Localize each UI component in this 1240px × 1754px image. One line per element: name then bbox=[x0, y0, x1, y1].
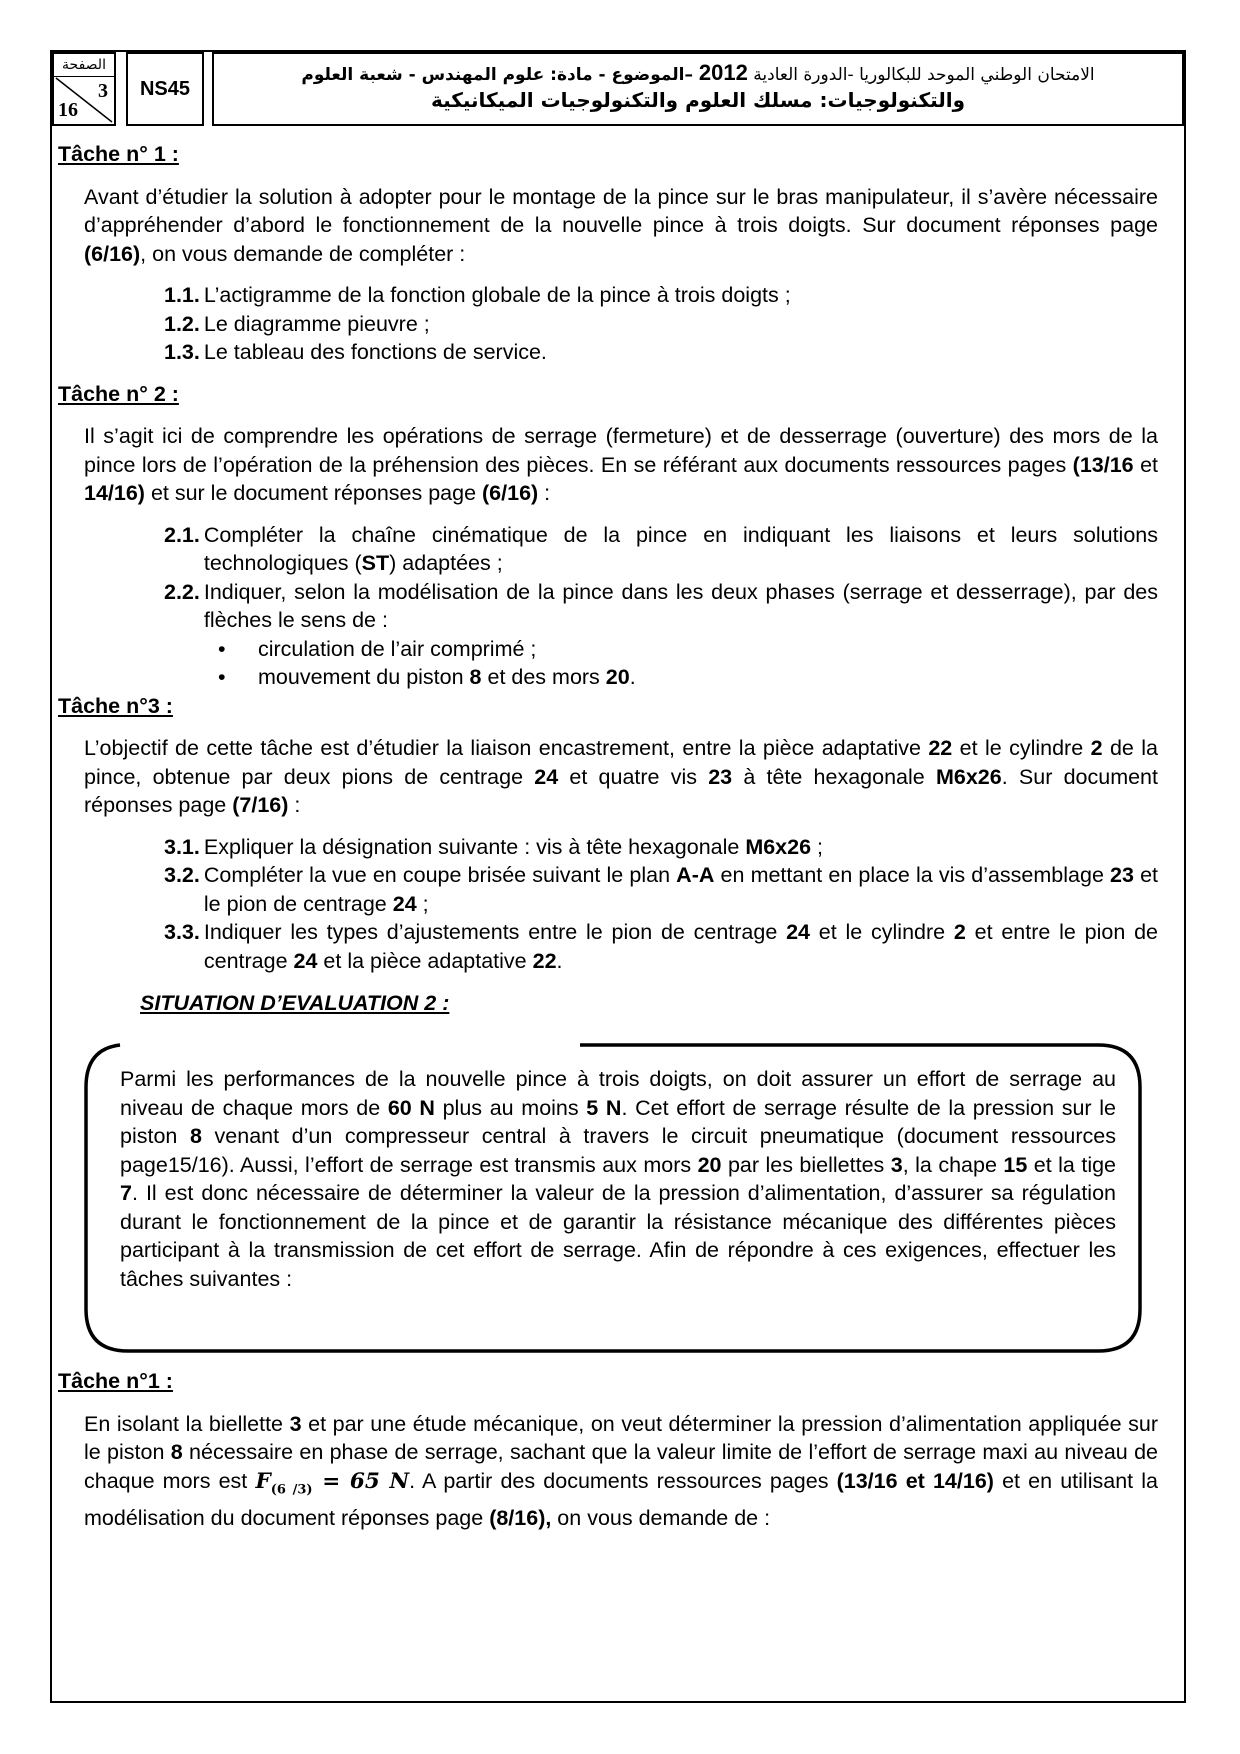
exam-title-line1-a: الامتحان الوطني الموحد للبكالوريا -الدورة العادية bbox=[747, 65, 1095, 85]
situation-2-box bbox=[80, 1039, 1146, 1311]
item-text: Le tableau des fonctions de service. bbox=[203, 340, 547, 364]
text-run: ; bbox=[811, 834, 824, 859]
text-run: Expliquer la désignation suivante : vis à tête hexagonale bbox=[203, 834, 746, 859]
exam-header bbox=[52, 52, 1184, 128]
formula-symbol: F bbox=[255, 1468, 271, 1494]
text-run: : bbox=[538, 481, 551, 505]
text-run: et par une étude mécanique, on veut déterminer la pression d’alimentation appliquée sur le piston bbox=[84, 1411, 1158, 1464]
task-1-intro-ref: (6/16) bbox=[84, 241, 141, 266]
text-run: et le pion de centrage bbox=[203, 863, 1159, 916]
text-run: et le cylindre bbox=[952, 736, 1091, 760]
text-run-bold: 7 bbox=[120, 1181, 132, 1205]
page-number-box bbox=[52, 52, 116, 126]
exam-title bbox=[212, 52, 1184, 126]
text-run: et la tige bbox=[1027, 1152, 1117, 1177]
item-text bbox=[204, 833, 1158, 862]
page-label: الصفحة bbox=[54, 54, 114, 77]
formula-subscript: (6 /3) bbox=[270, 1481, 313, 1497]
text-run: par les biellettes bbox=[721, 1152, 891, 1177]
text-run-bold: 2 bbox=[1090, 736, 1103, 760]
list-item bbox=[164, 338, 1158, 367]
text-run: plus au moins bbox=[434, 1095, 587, 1120]
task-1-intro-b: , on vous demande de compléter : bbox=[140, 241, 466, 266]
list-item bbox=[164, 861, 1158, 918]
item-number: 1.1. bbox=[164, 283, 200, 307]
text-run: nécessaire en phase de serrage, sachant que la valeur limite de l’effort de serrage maxi au niveau de chaque mors est bbox=[84, 1440, 1158, 1493]
page-number: 3 bbox=[98, 80, 108, 102]
task-1-intro bbox=[84, 183, 1158, 269]
text-run: venant d’un compresseur central à travers le circuit pneumatique (document ressources page15/16). Aussi, l’effort de serrage est transmis aux mors bbox=[120, 1124, 1116, 1177]
item-number: 1.3. bbox=[164, 340, 200, 364]
item-text bbox=[204, 521, 1158, 578]
list-item bbox=[164, 578, 1158, 635]
text-run: En isolant la biellette bbox=[84, 1411, 290, 1436]
situation-2-title: SITUATION D’EVALUATION 2 : bbox=[140, 991, 450, 1015]
item-text: Le diagramme pieuvre ; bbox=[203, 311, 430, 336]
task-1-intro-a: Avant d’étudier la solution à adopter pour le montage de la pince sur le bras manipulateur, il s’avère nécessaire d’appréhender d’abord le fonctionnement de la nouvelle pince à trois doigts. Sur document réponses page bbox=[84, 184, 1158, 237]
item-text: L’actigramme de la fonction globale de la pince à trois doigts ; bbox=[203, 283, 791, 307]
list-item bbox=[164, 521, 1158, 578]
text-run-bold: 14/16) bbox=[84, 481, 145, 505]
task-4-intro bbox=[84, 1410, 1158, 1533]
formula-value: = 65 N bbox=[312, 1468, 410, 1494]
text-run-bold: 8 bbox=[170, 1440, 183, 1464]
text-run-bold: (6/16) bbox=[482, 481, 539, 505]
exam-title-line2: والتكنولوجيات: مسلك العلوم والتكنولوجيات الميكانيكية bbox=[430, 88, 966, 112]
text-run-bold: 3 bbox=[289, 1411, 302, 1436]
text-run-bold: 5 N bbox=[586, 1095, 622, 1120]
item-number: 2.2. bbox=[164, 579, 200, 604]
text-run-bold: 2 bbox=[953, 920, 966, 944]
task-3-title: Tâche n°3 : bbox=[58, 693, 173, 718]
text-run: L’objectif de cette tâche est d’étudier la liaison encastrement, entre la pièce adaptative bbox=[84, 736, 929, 760]
text-run: , la chape bbox=[902, 1152, 1004, 1177]
text-run: Il s’agit ici de comprendre les opérations de serrage (fermeture) et de desserrage (ouverture) des mors de la pince lors de l’opération de la préhension des pièces. En se référant aux documents ressources pages bbox=[84, 424, 1158, 477]
text-run-bold: 60 N bbox=[387, 1095, 435, 1120]
text-run: et le cylindre bbox=[810, 920, 954, 944]
task-4-title: Tâche n°1 : bbox=[58, 1369, 173, 1393]
bullet-item: • circulation de l’air comprimé ; bbox=[258, 635, 1158, 664]
text-run: et la pièce adaptative bbox=[317, 948, 533, 973]
text-run: et sur le document réponses page bbox=[144, 481, 483, 505]
text-run-bold: 20 bbox=[697, 1152, 722, 1177]
text-run: mouvement du piston bbox=[258, 665, 470, 689]
text-run-bold: 24 bbox=[293, 948, 318, 973]
item-number: 1.2. bbox=[164, 311, 200, 336]
text-run-bold: 23 bbox=[708, 764, 733, 789]
list-item bbox=[164, 833, 1158, 862]
item-text bbox=[204, 918, 1158, 975]
text-run: . A partir des documents ressources pages bbox=[409, 1468, 837, 1493]
text-run-bold: (13/16 et 14/16) bbox=[836, 1468, 994, 1493]
task-3-items bbox=[164, 833, 1158, 976]
exam-year: 2012 bbox=[698, 60, 748, 85]
text-run: . Il est donc nécessaire de déterminer la valeur de la pression d’alimentation, d’assurer sa régulation durant le fonctionnement de la pince et de garantir la résistance mécanique des différentes pièces participant à la transmission de cet effort de serrage. Afin de répondre à ces exigences, effectuer les tâches suivantes : bbox=[120, 1181, 1116, 1291]
text-run-bold: M6x26 bbox=[935, 764, 1002, 789]
text-run-bold: 24 bbox=[534, 764, 559, 789]
text-run: Compléter la chaîne cinématique de la pince en indiquant les liaisons et leurs solutions technologiques ( bbox=[203, 522, 1158, 575]
exam-code: NS45 bbox=[126, 52, 204, 126]
page-total: 16 bbox=[58, 99, 78, 121]
item-number: 3.1. bbox=[164, 834, 200, 859]
text-run: Parmi les performances de la nouvelle pince à trois doigts, on doit assurer un effort de serrage au niveau de chaque mors de bbox=[120, 1067, 1116, 1120]
list-item bbox=[164, 918, 1158, 975]
text-run: et quatre vis bbox=[558, 764, 709, 789]
text-run: de la pince, obtenue par deux pions de centrage bbox=[84, 736, 1158, 789]
text-run: à tête hexagonale bbox=[732, 764, 936, 789]
bullet-item bbox=[258, 663, 1158, 692]
text-run-bold: 15 bbox=[1003, 1152, 1028, 1177]
list-item bbox=[164, 310, 1158, 339]
task-2-intro bbox=[84, 422, 1158, 508]
task-1-items bbox=[164, 281, 1158, 367]
item-number: 3.2. bbox=[164, 863, 200, 887]
page-content bbox=[58, 140, 1158, 1533]
exam-title-line1-b: –الموضوع - مادة: علوم المهندس - شعبة العلوم bbox=[301, 65, 699, 85]
force-formula bbox=[255, 1468, 410, 1497]
text-run-bold: 3 bbox=[890, 1152, 903, 1177]
text-run: . Sur document réponses page bbox=[84, 764, 1158, 817]
task-1-title: Tâche n° 1 : bbox=[58, 142, 179, 166]
text-run-bold: 20 bbox=[605, 665, 630, 689]
task-2-items bbox=[164, 521, 1158, 635]
text-run-bold: (13/16 bbox=[1072, 452, 1134, 477]
text-run: et entre le pion de centrage bbox=[203, 920, 1158, 973]
task-2-title: Tâche n° 2 : bbox=[58, 381, 179, 406]
situation-2-text bbox=[120, 1065, 1116, 1293]
text-run: en mettant en place la vis d’assemblage bbox=[714, 863, 1111, 887]
text-run-bold: 8 bbox=[189, 1124, 202, 1148]
text-run-bold: 22 bbox=[928, 736, 953, 760]
text-run: : bbox=[288, 793, 301, 817]
item-text: Indiquer, selon la modélisation de la pince dans les deux phases (serrage et desserrage), par des flèches le sens de : bbox=[203, 579, 1158, 632]
text-run: . bbox=[556, 948, 563, 973]
text-run: on vous demande de : bbox=[551, 1506, 771, 1531]
text-run: et bbox=[1133, 452, 1158, 477]
text-run-bold: 8 bbox=[469, 665, 482, 689]
task-3-intro bbox=[84, 734, 1158, 820]
text-run-bold: (8/16), bbox=[489, 1506, 552, 1531]
text-run-bold: 24 bbox=[392, 891, 417, 916]
text-run: Compléter la vue en coupe brisée suivant le plan bbox=[203, 863, 677, 887]
text-run-bold: (7/16) bbox=[232, 793, 289, 817]
text-run-bold: A-A bbox=[676, 863, 715, 887]
list-item bbox=[164, 281, 1158, 310]
text-run-bold: ST bbox=[361, 551, 390, 575]
text-run: . Cet effort de serrage résulte de la pression sur le piston bbox=[120, 1095, 1116, 1148]
item-number: 2.1. bbox=[164, 522, 200, 547]
text-run-bold: M6x26 bbox=[745, 834, 812, 859]
text-run: ) adaptées ; bbox=[389, 551, 503, 575]
item-text bbox=[204, 861, 1158, 918]
task-2-bullets bbox=[58, 635, 1158, 692]
text-run: et en utilisant la modélisation du document réponses page bbox=[84, 1468, 1159, 1531]
text-run: Indiquer les types d’ajustements entre le pion de centrage bbox=[203, 920, 787, 944]
text-run: . bbox=[629, 665, 636, 689]
text-run-bold: 24 bbox=[786, 920, 811, 944]
text-run: ; bbox=[416, 891, 429, 916]
text-run-bold: 23 bbox=[1110, 863, 1134, 887]
text-run: et des mors bbox=[481, 665, 606, 689]
item-number: 3.3. bbox=[164, 920, 200, 944]
text-run-bold: 22 bbox=[532, 948, 557, 973]
